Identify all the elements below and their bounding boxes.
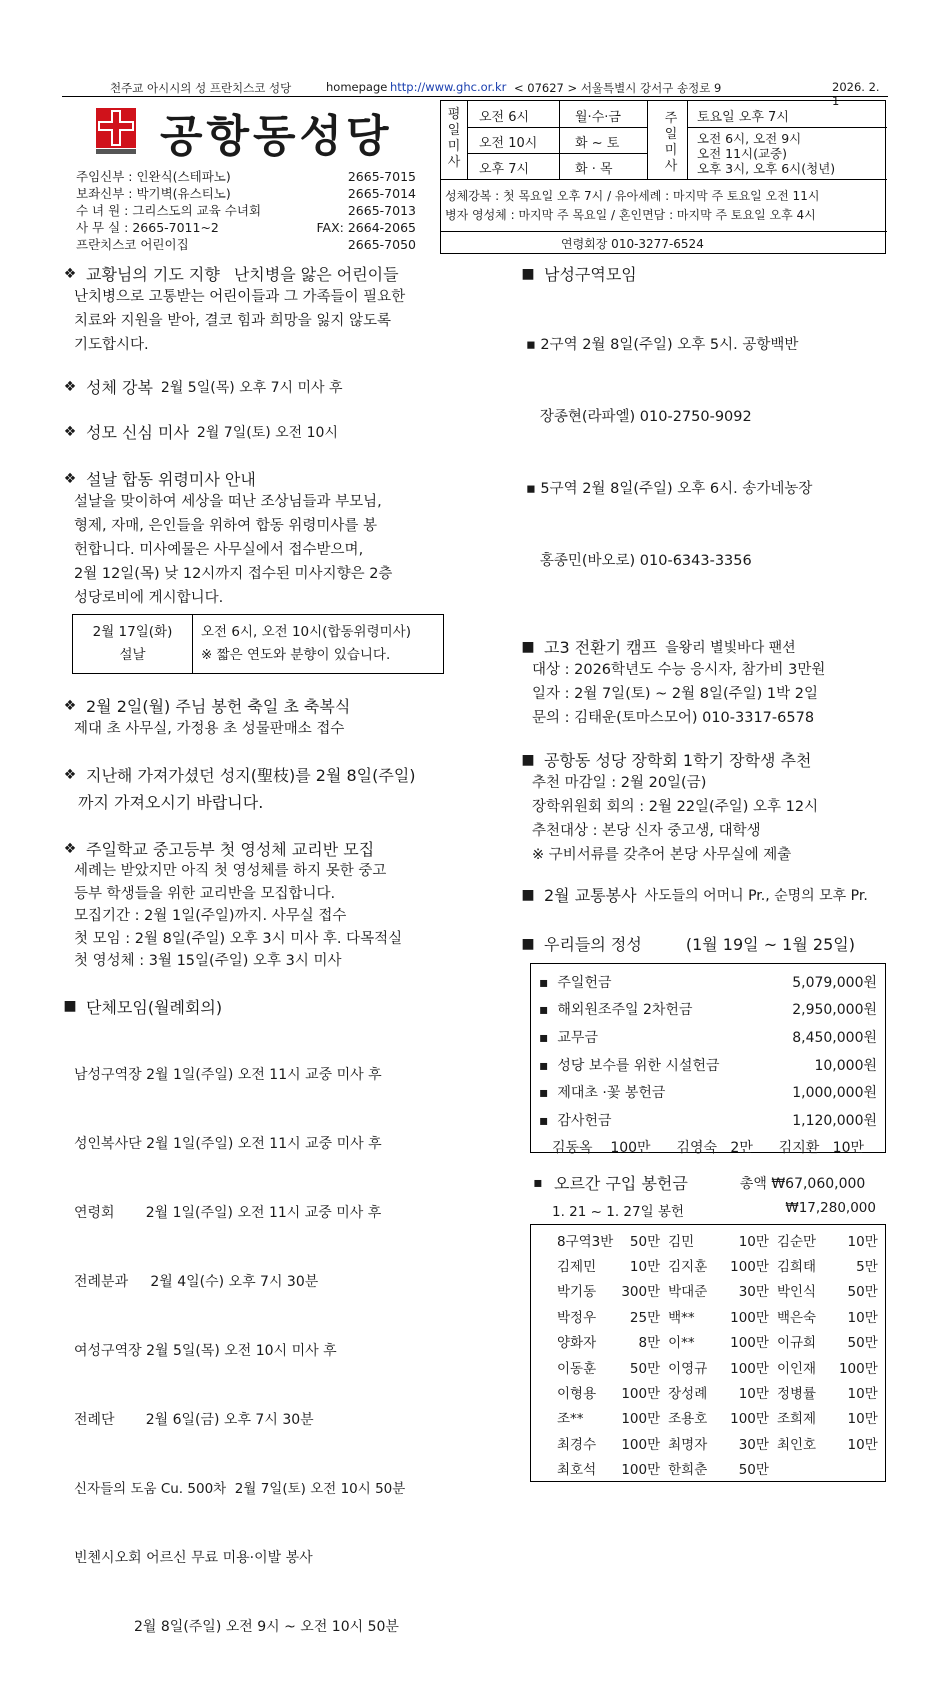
donor-name: 이인재 [776, 1360, 817, 1377]
homepage-label: homepage [326, 80, 388, 94]
donor-name: 박기동 [557, 1284, 597, 1301]
camp-title: ■ 고3 전환기 캠프 을왕리 별빛바다 팬션 [521, 638, 796, 657]
donor-amount: 100만 [730, 1411, 769, 1428]
donor-name: 최호석 [557, 1462, 597, 1479]
offering-row: ▪ 주일헌금 5,079,000원 [539, 974, 877, 991]
donor-name: 최인호 [776, 1436, 817, 1453]
donor-amount: 10만 [738, 1386, 769, 1403]
donor-table [530, 1224, 886, 1482]
mary-mass-title: ❖ 성모 신심 미사 2월 7일(토) 오전 10시 [63, 423, 338, 442]
church-name-line: 천주교 아시시의 성 프란치스코 성당 [110, 81, 292, 95]
donor-amount: 100만 [730, 1259, 769, 1276]
donor-name: 김순만 [776, 1233, 817, 1250]
donor-amount: 5만 [856, 1259, 878, 1276]
seollal-box: 2월 17일(화) 설날 오전 6시, 오전 10시(합동위령미사) ※ 짧은 연도와 분향이 있습니다. [72, 614, 444, 674]
staff-row: 프란치스코 어린이집 2665-7050 [76, 237, 416, 252]
donor-name: 조** [557, 1411, 584, 1428]
donor-amount: 10만 [847, 1411, 878, 1428]
donor-name: 최경수 [557, 1436, 597, 1453]
donor-amount: 10만 [847, 1386, 878, 1403]
right-column: ■ 남성구역모임 ▪ 2구역 2월 8일(주일) 오후 5시. 공항백반 장종현(라파엘) 010-2750-9092 ▪ 5구역 2월 8일(주일) 오후 6시. 송가네농장 홍종민(바오로) 010-6343-3356 ■ 고3 전환기 캠프 을왕리 별빛바다 팬션 대상 : 2026학년도 수능 응시자, 참가비 3만원 일자 : 2월 7일(토) ~ 2월 8일(주일) 1박 2일 문의 : 김태운(토마스모어) 010-3317-6578 ■ 공항동 성당 장학회 1학기 장학생 추천 추천 마감일 : 2월 20일(금) 장학위원회 회의 : 2월 22일(주일) 오후 12시 추천대상 : 본당 신자 중고생, 대학생 ※ 구비서류를 갖추어 본당 사무실에 제출 ■ 2월 교통봉사 사도들의 어머니 Pr., 순명의 모후 Pr. ■ 우리들의 정성 (1월 19일 ~ 1월 25일) ▪ 주일헌금 5,079,000원 ▪ 해외원조주일 2차헌금 2,950,000원 ▪ 교무금 8,450,000원 ▪ 성당 보수를 위한 시설헌금 10,000원 ▪ 제대초 ·꽃 봉헌금 1,000,000원 ▪ 감사헌금 1,120,000원 김동옥 100만 김영숙 2만 김지환 10만 ▪ 오르간 구입 봉헌금 총액 ₩67,060,000 1. 21 ~ 1. 27일 봉헌 ₩17,280,000 8구역3반 50만 김민 10만 김순만 10만 김제민 10만 김지훈 100만 김희태 5만 박기동 300만 박대준 30만 박인식 50만 박정우 25만 백** 100만 백은숙 10만 양화자 8만 이** 100만 이규희 50만 이동훈 50만 이영규 100만 이인재 100만 이형용 100만 장성례 10만 정병률 10만 조** 100만 조용호 100만 조희제 10만 최경수 100만 최명자 30만 최인호 10만 최호석 100만 한희춘 50만 [520, 262, 890, 1482]
issue-date: 2026. 2. 1 [832, 80, 880, 108]
offerings-title: ■ 우리들의 정성 (1월 19일 ~ 1월 25일) [521, 935, 855, 954]
donor-amount: 30만 [738, 1436, 769, 1453]
sunday-mass-label: 주 일 미 사 [664, 111, 678, 174]
adoration-title: ❖ 성체 강복 2월 5일(목) 오후 7시 미사 후 [63, 378, 343, 397]
mass-schedule-table: 평 일 미 사 오전 6시 월·수·금 오전 10시 화 ~ 토 오후 7시 화 · 목 주 일 미 사 토요일 오후 7시 오전 6시, 오전 9시 오전 11시(교중) 오후 3시, 오후 6시(청년) 성체강복 : 첫 목요일 오후 7시 / 유아세례 : 마지막 주 토요일 오전 11시 병자 영성체 : 마지막 주 목요일 / 혼인면담 : 마지막 주 토요일 오후 4시 연령회장 010-3277-6524 [440, 100, 886, 254]
homepage-link[interactable]: http://www.ghc.or.kr [390, 80, 507, 94]
staff-row: 사 무 실 : 2665-7011~2 FAX: 2664-2065 [76, 220, 416, 235]
donor-amount: 100만 [621, 1462, 661, 1479]
donor-amount: 25만 [629, 1309, 661, 1326]
donor-amount: 50만 [847, 1335, 878, 1352]
offering-row: ▪ 감사헌금 1,120,000원 [539, 1112, 877, 1129]
pope-section-title: ❖ 교황님의 기도 지향 난치병을 앓은 어린이들 [63, 265, 399, 284]
groups-title: ■ 단체모임(월례회의) [63, 997, 223, 1017]
donor-name: 장성례 [668, 1386, 708, 1403]
staff-row: 보좌신부 : 박기벽(유스티노) 2665-7014 [76, 186, 416, 201]
donor-amount: 8만 [638, 1335, 661, 1352]
donor-row [553, 1405, 882, 1430]
donor-name: 김희태 [776, 1259, 817, 1276]
organ-fund-title: ▪ 오르간 구입 봉헌금 총액 ₩67,060,000 [533, 1174, 866, 1193]
sunday-school-title: ❖ 주일학교 중고등부 첫 영성체 교리반 모집 [63, 840, 375, 859]
donor-row [553, 1379, 882, 1404]
donor-name [773, 1456, 835, 1481]
offering-row: ▪ 제대초 ·꽃 봉헌금 1,000,000원 [539, 1085, 877, 1102]
donor-name: 이** [668, 1335, 695, 1352]
donor-amount: 10만 [629, 1259, 661, 1276]
top-info-line [62, 80, 888, 108]
donor-name: 양화자 [557, 1335, 597, 1352]
donor-name: 이형용 [557, 1386, 597, 1403]
donor-amount: 10만 [738, 1233, 769, 1250]
thanks-donors-row: 김동옥 100만 김영숙 2만 김지환 10만 [551, 1140, 865, 1157]
donor-amount: 100만 [730, 1360, 769, 1377]
donor-row [553, 1227, 882, 1252]
donor-amount: 100만 [621, 1436, 661, 1453]
donor-name: 정병률 [776, 1386, 817, 1403]
donor-name: 백은숙 [776, 1309, 817, 1326]
donor-name: 한희춘 [668, 1462, 708, 1479]
donor-amount: 50만 [629, 1233, 661, 1250]
donor-name: 이규희 [776, 1335, 817, 1352]
donor-name: 백** [668, 1309, 695, 1326]
donor-amount: 10만 [847, 1436, 878, 1453]
donor-amount: 10만 [847, 1233, 878, 1250]
offerings-table [530, 963, 886, 1157]
donor-amount [835, 1456, 882, 1481]
donor-name: 김제민 [557, 1259, 597, 1276]
scholarship-title: ■ 공항동 성당 장학회 1학기 장학생 추천 [521, 751, 812, 770]
donor-amount: 100만 [621, 1386, 661, 1403]
donor-row [553, 1430, 882, 1455]
donor-row [553, 1303, 882, 1328]
donor-row [553, 1278, 882, 1303]
donor-amount: 100만 [621, 1411, 661, 1428]
donor-row [553, 1252, 882, 1277]
traffic-service-title: ■ 2월 교통봉사 사도들의 어머니 Pr., 순명의 모후 Pr. [521, 886, 868, 905]
address: < 07627 > 서울특별시 강서구 송정로 9 [514, 81, 722, 95]
donor-amount: 100만 [730, 1335, 769, 1352]
donor-name: 최명자 [668, 1436, 708, 1453]
donor-amount: 300만 [621, 1284, 661, 1301]
donor-row [553, 1354, 882, 1379]
donor-amount: 30만 [738, 1284, 769, 1301]
donor-amount: 50만 [629, 1360, 661, 1377]
church-logo-icon [94, 106, 138, 156]
men-group-title: ■ 남성구역모임 [521, 265, 637, 284]
staff-row: 수 녀 원 : 그리스도의 교육 수녀회 2665-7013 [76, 203, 416, 218]
donor-name: 김지훈 [668, 1259, 708, 1276]
offering-row: ▪ 성당 보수를 위한 시설헌금 10,000원 [539, 1057, 877, 1074]
donor-amount: 100만 [730, 1309, 769, 1326]
donor-name: 이영규 [668, 1360, 708, 1377]
donor-amount: 100만 [838, 1360, 878, 1377]
donor-name: 8구역3반 [557, 1233, 614, 1250]
donor-row [553, 1456, 882, 1481]
donor-name: 박정우 [557, 1309, 597, 1326]
donor-name: 박대준 [668, 1284, 708, 1301]
left-column: ❖ 교황님의 기도 지향 난치병을 앓은 어린이들 난치병으로 고통받는 어린이들과 그 가족들이 필요한 치료와 지원을 받아, 결코 힘과 희망을 잃지 않도록 기도합시다. ❖ 성체 강복 2월 5일(목) 오후 7시 미사 후 ❖ 성모 신심 미사 2월 7일(토) 오전 10시 ❖ 설날 합동 위령미사 안내 설날을 맞이하여 세상을 떠난 조상님들과 부모님, 형제, 자매, 은인들을 위하여 합동 위령미사를 봉 헌합니다. 미사예물은 사무실에서 접수받으며, 2월 12일(목) 낮 12시까지 접수된 미사지향은 2층 성당로비에 게시합니다. 2월 17일(화) 설날 오전 6시, 오전 10시(합동위령미사) ※ 짧은 연도와 분향이 있습니다. ❖ 2월 2일(월) 주님 봉헌 축일 초 축복식 제대 초 사무실, 가정용 초 성물판매소 접수 ❖ 지난해 가져가셨던 성지(聖枝)를 2월 8일(주일) 까지 가져오시기 바랍니다. ❖ 주일학교 중고등부 첫 영성체 교리반 모집 세례는 받았지만 아직 첫 영성체를 하지 못한 중고 등부 학생들을 위한 교리반을 모집합니다. 모집기간 : 2월 1일(주일)까지. 사무실 접수 첫 모임 : 2월 8일(주일) 오후 3시 미사 후. 다목적실 첫 영성체 : 3월 15일(주일) 오후 3시 미사 ■ 단체모임(월례회의) 남성구역장 2월 1일(주일) 오전 11시 교중 미사 후 성인복사단 2월 1일(주일) 오전 11시 교중 미사 후 연령회 2월 1일(주일) 오전 11시 교중 미사 후 전례분과 2월 4일(수) 오후 7시 30분 여성구역장 2월 5일(목) 오전 10시 미사 후 전례단 2월 6일(금) 오후 7시 30분 신자들의 도움 Cu. 500차 2월 7일(토) 오전 10시 50분 빈첸시오회 어르신 무료 미용·이발 봉사 2월 8일(주일) 오전 9시 ~ 오전 10시 50분 [62, 262, 452, 1685]
donor-row [553, 1329, 882, 1354]
donor-amount: 10만 [847, 1309, 878, 1326]
offering-row: ▪ 해외원조주일 2차헌금 2,950,000원 [539, 1002, 877, 1019]
donor-name: 김민 [668, 1233, 695, 1250]
seollal-title: ❖ 설날 합동 위령미사 안내 [63, 470, 256, 489]
staff-list [76, 168, 416, 253]
contact: 연령회장 010-3277-6524 [561, 237, 704, 251]
offering-row: ▪ 교무금 8,450,000원 [539, 1029, 877, 1046]
donor-name: 조희제 [776, 1411, 817, 1428]
page-title: 공항동성당 [160, 111, 393, 162]
candle-title: ❖ 2월 2일(월) 주님 봉헌 축일 초 축복식 [63, 697, 351, 716]
organ-fund-period: 1. 21 ~ 1. 27일 봉헌 ₩17,280,000 [552, 1200, 876, 1220]
staff-row: 주임신부 : 인완식(스테파노) 2665-7015 [76, 169, 416, 184]
donor-name: 이동훈 [557, 1360, 597, 1377]
palm-title: ❖ 지난해 가져가셨던 성지(聖枝)를 2월 8일(주일) [63, 766, 416, 785]
donor-name: 박인식 [776, 1284, 817, 1301]
donor-amount: 50만 [847, 1284, 878, 1301]
donor-amount: 50만 [738, 1462, 769, 1479]
donor-name: 조용호 [668, 1411, 708, 1428]
weekday-mass-label: 평 일 미 사 [447, 107, 461, 170]
